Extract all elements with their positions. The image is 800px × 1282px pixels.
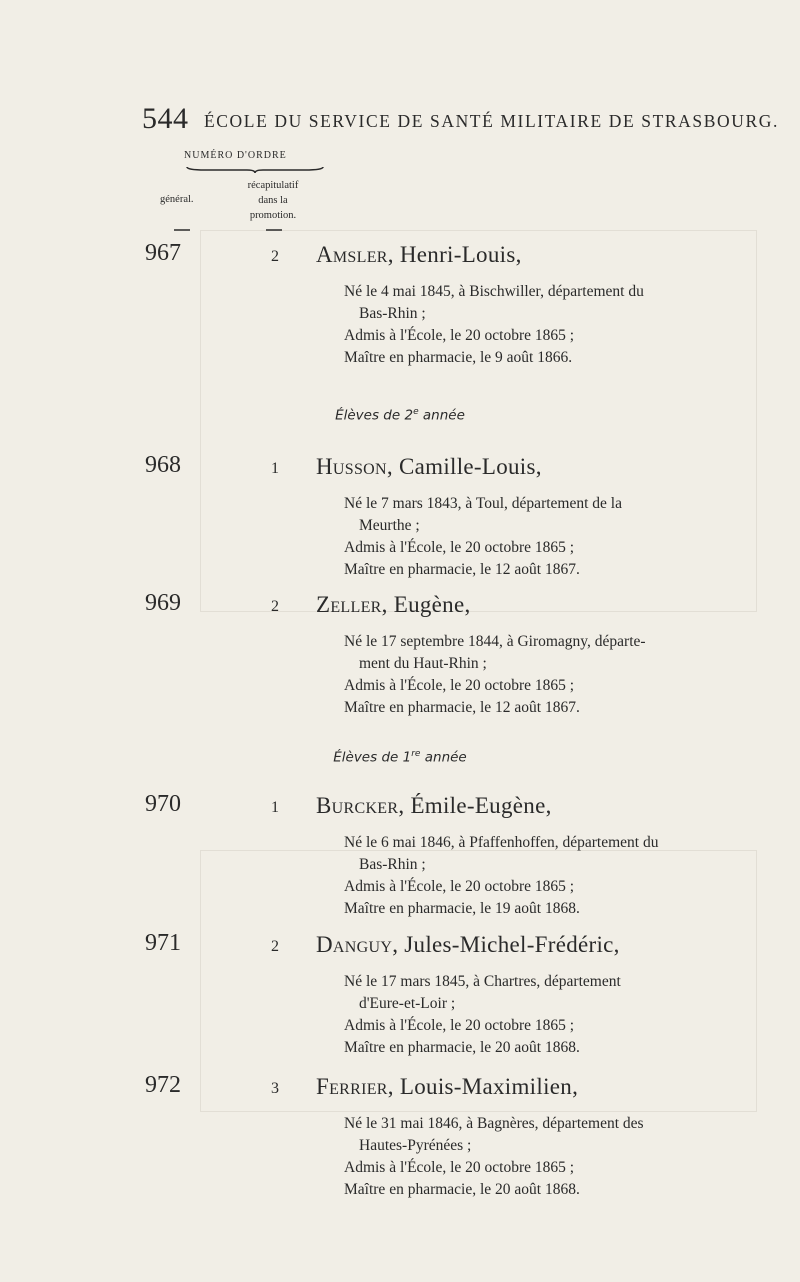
degree-line: Maître en pharmacie, le 20 août 1868. (344, 1181, 580, 1198)
degree-line: Maître en pharmacie, le 20 août 1868. (344, 1039, 580, 1056)
promotion-order-number: 2 (271, 598, 279, 615)
degree-line: Maître en pharmacie, le 12 août 1867. (344, 699, 580, 716)
student-name (316, 1074, 578, 1100)
admission-line: Admis à l'École, le 20 octobre 1865 ; (344, 1159, 575, 1176)
birth-line: Né le 17 septembre 1844, à Giromagny, départe- (344, 633, 646, 650)
given-names: , Camille-Louis, (386, 454, 542, 479)
birth-line-continued: Bas-Rhin ; (359, 305, 426, 322)
general-order-number: 967 (145, 240, 181, 266)
brace-icon (185, 164, 325, 174)
general-order-number: 969 (145, 590, 181, 616)
section-heading (0, 749, 800, 766)
student-name (316, 793, 552, 819)
admission-line: Admis à l'École, le 20 octobre 1865 ; (344, 677, 575, 694)
heading-dashes (160, 226, 330, 236)
page-title: ÉCOLE DU SERVICE DE SANTÉ MILITAIRE DE STRASBOURG. (204, 111, 779, 131)
promotion-order-number: 1 (271, 799, 279, 816)
numero-heading: NUMÉRO D'ORDRE (184, 150, 287, 161)
degree-line: Maître en pharmacie, le 9 août 1866. (344, 349, 573, 366)
promotion-order-number: 1 (271, 460, 279, 477)
entry-details (344, 281, 764, 369)
birth-line-continued: Hautes-Pyrénées ; (359, 1137, 472, 1154)
birth-line: Né le 7 mars 1843, à Toul, département de la (344, 495, 622, 512)
surname: Burcker (316, 793, 399, 818)
general-order-number: 971 (145, 930, 181, 956)
recap-line-1: récapitulatif (247, 180, 299, 191)
surname: Amsler (316, 242, 388, 267)
entry-details (344, 1113, 764, 1201)
entry-details (344, 631, 764, 719)
section-suffix: année (420, 749, 467, 766)
birth-line-continued: Bas-Rhin ; (359, 856, 426, 873)
section-suffix: année (418, 407, 465, 424)
section-superscript: e (413, 407, 419, 417)
degree-line: Maître en pharmacie, le 12 août 1867. (344, 561, 580, 578)
general-order-number: 970 (145, 791, 181, 817)
birth-line: Né le 17 mars 1845, à Chartres, département (344, 973, 621, 990)
recap-line-3: promotion. (249, 210, 297, 221)
column-headings (160, 150, 330, 220)
recap-heading (224, 178, 322, 223)
surname: Ferrier (316, 1074, 388, 1099)
student-name (316, 454, 542, 480)
given-names: , Eugène, (381, 592, 471, 617)
general-heading: général. (160, 194, 194, 205)
given-names: , Émile-Eugène, (398, 793, 552, 818)
student-name (316, 932, 620, 958)
admission-line: Admis à l'École, le 20 octobre 1865 ; (344, 1017, 575, 1034)
section-title: Élèves de 2 (335, 407, 414, 424)
entry-details (344, 832, 764, 920)
running-head (142, 102, 779, 142)
surname: Danguy (316, 932, 393, 957)
student-name (316, 242, 522, 268)
admission-line: Admis à l'École, le 20 octobre 1865 ; (344, 539, 575, 556)
recap-line-2: dans la (258, 195, 288, 206)
promotion-order-number: 3 (271, 1080, 279, 1097)
entry-details (344, 971, 764, 1059)
surname: Zeller (316, 592, 382, 617)
given-names: , Henri-Louis, (387, 242, 522, 267)
entry-details (344, 493, 764, 581)
general-order-number: 972 (145, 1072, 181, 1098)
degree-line: Maître en pharmacie, le 19 août 1868. (344, 900, 580, 917)
birth-line: Né le 4 mai 1845, à Bischwiller, département du (344, 283, 644, 300)
general-order-number: 968 (145, 452, 181, 478)
page-number: 544 (142, 102, 189, 135)
promotion-order-number: 2 (271, 248, 279, 265)
student-name (316, 592, 471, 618)
given-names: , Louis-Maximilien, (387, 1074, 579, 1099)
birth-line-continued: Meurthe ; (359, 517, 420, 534)
birth-line: Né le 31 mai 1846, à Bagnères, département des (344, 1115, 644, 1132)
promotion-order-number: 2 (271, 938, 279, 955)
given-names: , Jules-Michel-Frédéric, (392, 932, 620, 957)
surname: Husson (316, 454, 387, 479)
birth-line-continued: d'Eure-et-Loir ; (359, 995, 456, 1012)
section-title: Élèves de 1 (333, 749, 412, 766)
admission-line: Admis à l'École, le 20 octobre 1865 ; (344, 878, 575, 895)
birth-line: Né le 6 mai 1846, à Pfaffenhoffen, département du (344, 834, 659, 851)
birth-line-continued: ment du Haut-Rhin ; (359, 655, 487, 672)
section-superscript: re (411, 749, 421, 759)
admission-line: Admis à l'École, le 20 octobre 1865 ; (344, 327, 575, 344)
section-heading (0, 407, 800, 424)
